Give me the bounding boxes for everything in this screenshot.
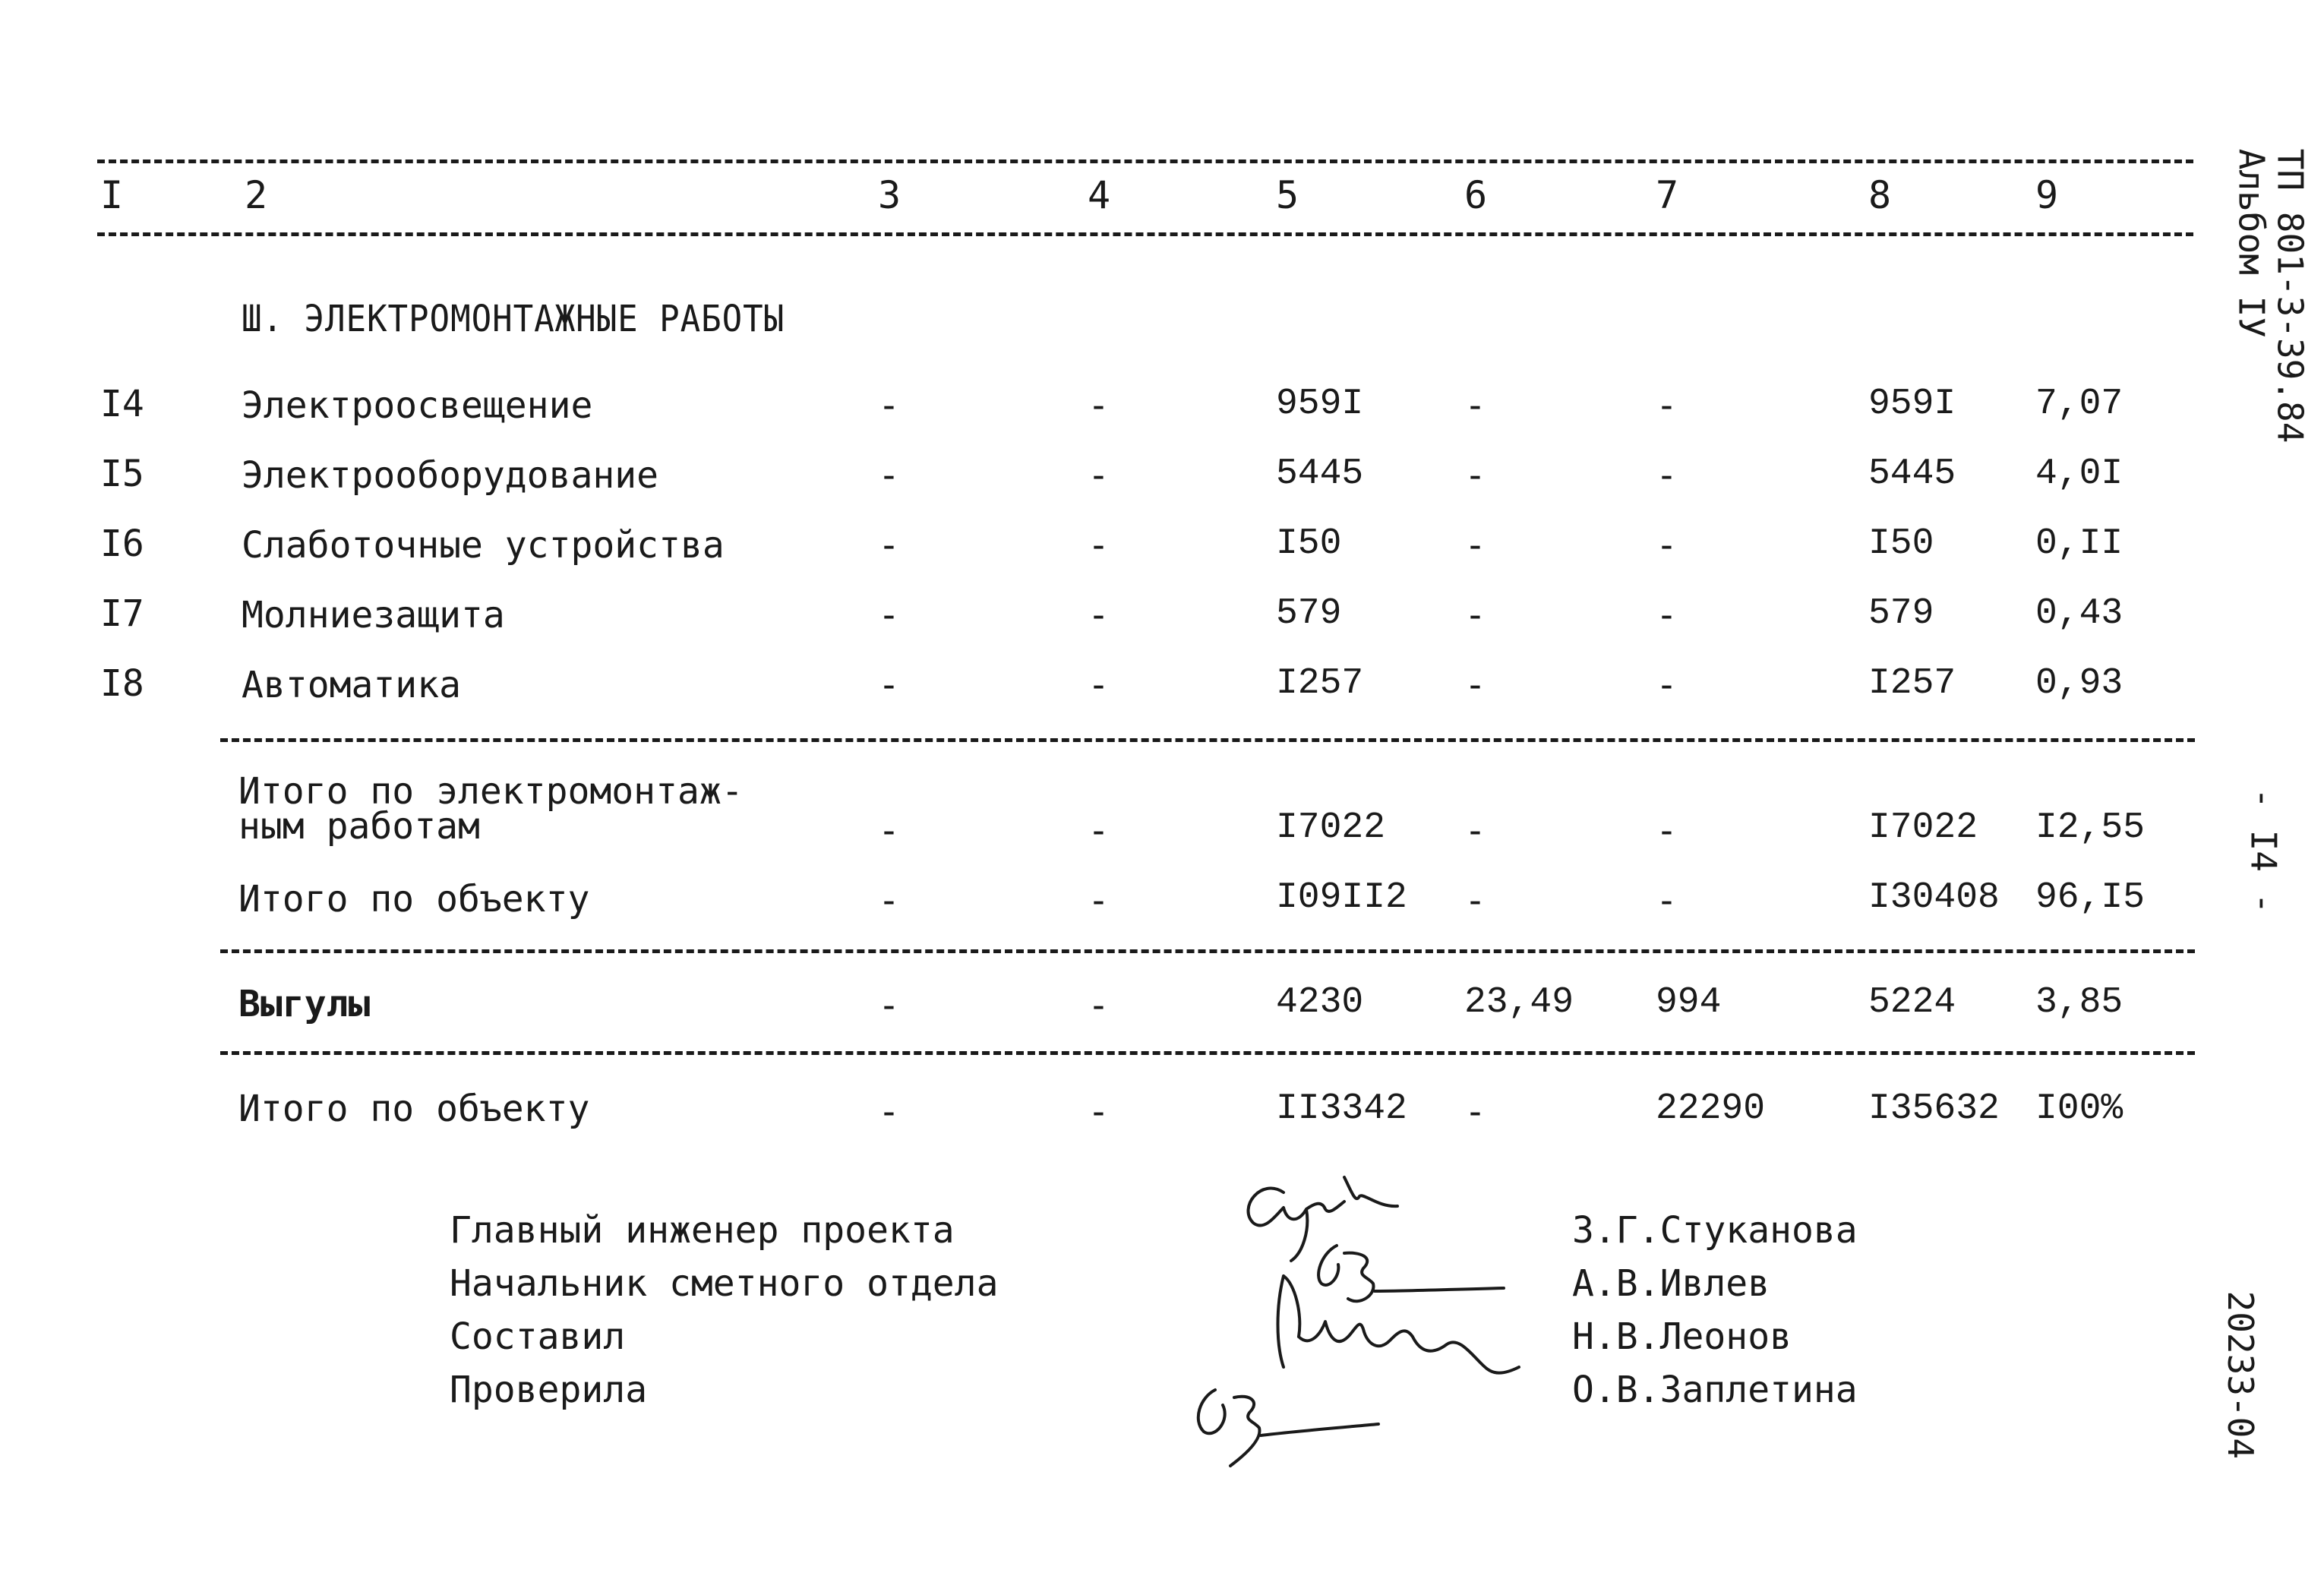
- col-header-6: 6: [1464, 173, 1488, 217]
- cell-col6: -: [1464, 454, 1486, 497]
- cell-col5: I7022: [1276, 807, 1386, 848]
- cell-col8: I30408: [1868, 877, 2000, 918]
- cell-col3: -: [878, 984, 900, 1027]
- row-number: I8: [100, 662, 144, 705]
- col-header-1: I: [100, 173, 124, 217]
- col-header-9: 9: [2035, 173, 2059, 217]
- cell-col8: I50: [1868, 523, 1934, 564]
- col-header-8: 8: [1868, 173, 1892, 217]
- cell-col5: II3342: [1276, 1088, 1407, 1129]
- cell-col8: 959I: [1868, 384, 1956, 425]
- cell-col7: -: [1656, 524, 1678, 567]
- cell-col8: 579: [1868, 593, 1934, 634]
- cell-col4: -: [1088, 594, 1110, 636]
- cell-col3: -: [878, 880, 900, 922]
- section-title: Ш. ЭЛЕКТРОМОНТАЖНЫЕ РАБОТЫ: [242, 298, 785, 340]
- cell-col4: -: [1088, 524, 1110, 567]
- cell-col3: -: [878, 454, 900, 497]
- row-name-line1: Итого по электромонтаж-: [238, 770, 744, 813]
- side-doc-code: [2232, 149, 2309, 444]
- cell-col9: 0,43: [2035, 593, 2123, 634]
- col-header-2: 2: [245, 173, 268, 217]
- side-inventory: 20233-04: [2220, 1290, 2262, 1459]
- signature-role: Проверила: [450, 1369, 648, 1411]
- header-bottom-rule: [97, 232, 2193, 236]
- cell-col9: 7,07: [2035, 384, 2123, 425]
- cell-col9: 3,85: [2035, 982, 2123, 1023]
- row-name: Электрооборудование: [242, 454, 659, 497]
- cell-col4: -: [1088, 810, 1110, 852]
- cell-col3: -: [878, 384, 900, 427]
- signature-person: З.Г.Стуканова: [1572, 1209, 1858, 1252]
- cell-col7: -: [1656, 594, 1678, 636]
- cell-col5: I257: [1276, 663, 1364, 704]
- signature-person: О.В.Заплетина: [1572, 1369, 1858, 1411]
- cell-col4: -: [1088, 664, 1110, 706]
- signature-stroke-1: [1249, 1177, 1397, 1261]
- side-inventory-box: [2111, 1290, 2324, 1459]
- cell-col6: 23,49: [1464, 982, 1574, 1023]
- cell-col9: I00%: [2035, 1088, 2123, 1129]
- cell-col3: -: [878, 664, 900, 706]
- cell-col9: 0,93: [2035, 663, 2123, 704]
- signature-role: Начальник сметного отдела: [450, 1262, 999, 1305]
- cell-col6: -: [1464, 524, 1486, 567]
- cell-col3: -: [878, 810, 900, 852]
- row-name: Итого по объекту: [238, 878, 590, 921]
- signature-role: Составил: [450, 1315, 626, 1358]
- cell-col7: -: [1656, 880, 1678, 922]
- col-header-3: 3: [878, 173, 901, 217]
- cell-col5: I09II2: [1276, 877, 1407, 918]
- side-doc-code-line: ТП 801-3-39.84: [2269, 149, 2311, 444]
- handwritten-signatures: [1170, 1162, 1565, 1496]
- cell-col8: 5224: [1868, 982, 1956, 1023]
- cell-col8: 5445: [1868, 453, 1956, 494]
- side-page-num: - I4 -: [2243, 787, 2285, 914]
- cell-col6: -: [1464, 810, 1486, 852]
- row-name: Автоматика: [242, 664, 461, 706]
- cell-col4: -: [1088, 384, 1110, 427]
- row-number: I6: [100, 523, 144, 565]
- col-header-7: 7: [1656, 173, 1679, 217]
- row-name: Электроосвещение: [242, 384, 593, 427]
- side-page-num-box: [2149, 787, 2324, 914]
- cell-col8: I35632: [1868, 1088, 2000, 1129]
- cell-col4: -: [1088, 1091, 1110, 1133]
- cell-col7: -: [1656, 454, 1678, 497]
- side-album-line: Альбом IУ: [2231, 149, 2272, 339]
- signature-stroke-2: [1318, 1246, 1504, 1301]
- row-name: Молниезащита: [242, 594, 505, 636]
- cell-col7: 994: [1656, 982, 1722, 1023]
- cell-col7: -: [1656, 810, 1678, 852]
- cell-col9: 96,I5: [2035, 877, 2146, 918]
- vygula-rule: [220, 949, 2195, 953]
- cell-col9: 4,0I: [2035, 453, 2123, 494]
- signature-role: Главный инженер проекта: [450, 1209, 955, 1252]
- signature-person: Н.В.Леонов: [1572, 1315, 1792, 1358]
- cell-col8: I257: [1868, 663, 1956, 704]
- col-header-5: 5: [1276, 173, 1299, 217]
- row-name: Выгулы: [238, 983, 371, 1025]
- cell-col6: -: [1464, 880, 1486, 922]
- cell-col6: -: [1464, 1091, 1486, 1133]
- cell-col4: -: [1088, 984, 1110, 1027]
- cell-col6: -: [1464, 664, 1486, 706]
- header-top-rule: [97, 159, 2193, 163]
- cell-col5: 579: [1276, 593, 1342, 634]
- cell-col4: -: [1088, 880, 1110, 922]
- cell-col9: I2,55: [2035, 807, 2146, 848]
- cell-col7: 22290: [1656, 1088, 1766, 1129]
- cell-col5: 959I: [1276, 384, 1364, 425]
- total-rule: [220, 1051, 2195, 1055]
- signature-person: А.В.Ивлев: [1572, 1262, 1770, 1305]
- cell-col6: -: [1464, 384, 1486, 427]
- cell-col5: 4230: [1276, 982, 1364, 1023]
- row-number: I7: [100, 592, 144, 635]
- subtotal-rule: [220, 738, 2195, 742]
- cell-col5: 5445: [1276, 453, 1364, 494]
- cell-col7: -: [1656, 384, 1678, 427]
- cell-col3: -: [878, 524, 900, 567]
- cell-col3: -: [878, 594, 900, 636]
- row-number: I4: [100, 383, 144, 425]
- cell-col6: -: [1464, 594, 1486, 636]
- cell-col4: -: [1088, 454, 1110, 497]
- row-name: Итого по объекту: [238, 1088, 590, 1130]
- row-name-line2: ным работам: [238, 805, 480, 848]
- signature-stroke-4: [1198, 1390, 1378, 1466]
- cell-col7: -: [1656, 664, 1678, 706]
- cell-col3: -: [878, 1091, 900, 1133]
- cell-col5: I50: [1276, 523, 1342, 564]
- cell-col9: 0,II: [2035, 523, 2123, 564]
- cell-col8: I7022: [1868, 807, 1978, 848]
- row-number: I5: [100, 453, 144, 495]
- col-header-4: 4: [1088, 173, 1111, 217]
- row-name: Слаботочные устройства: [242, 524, 725, 567]
